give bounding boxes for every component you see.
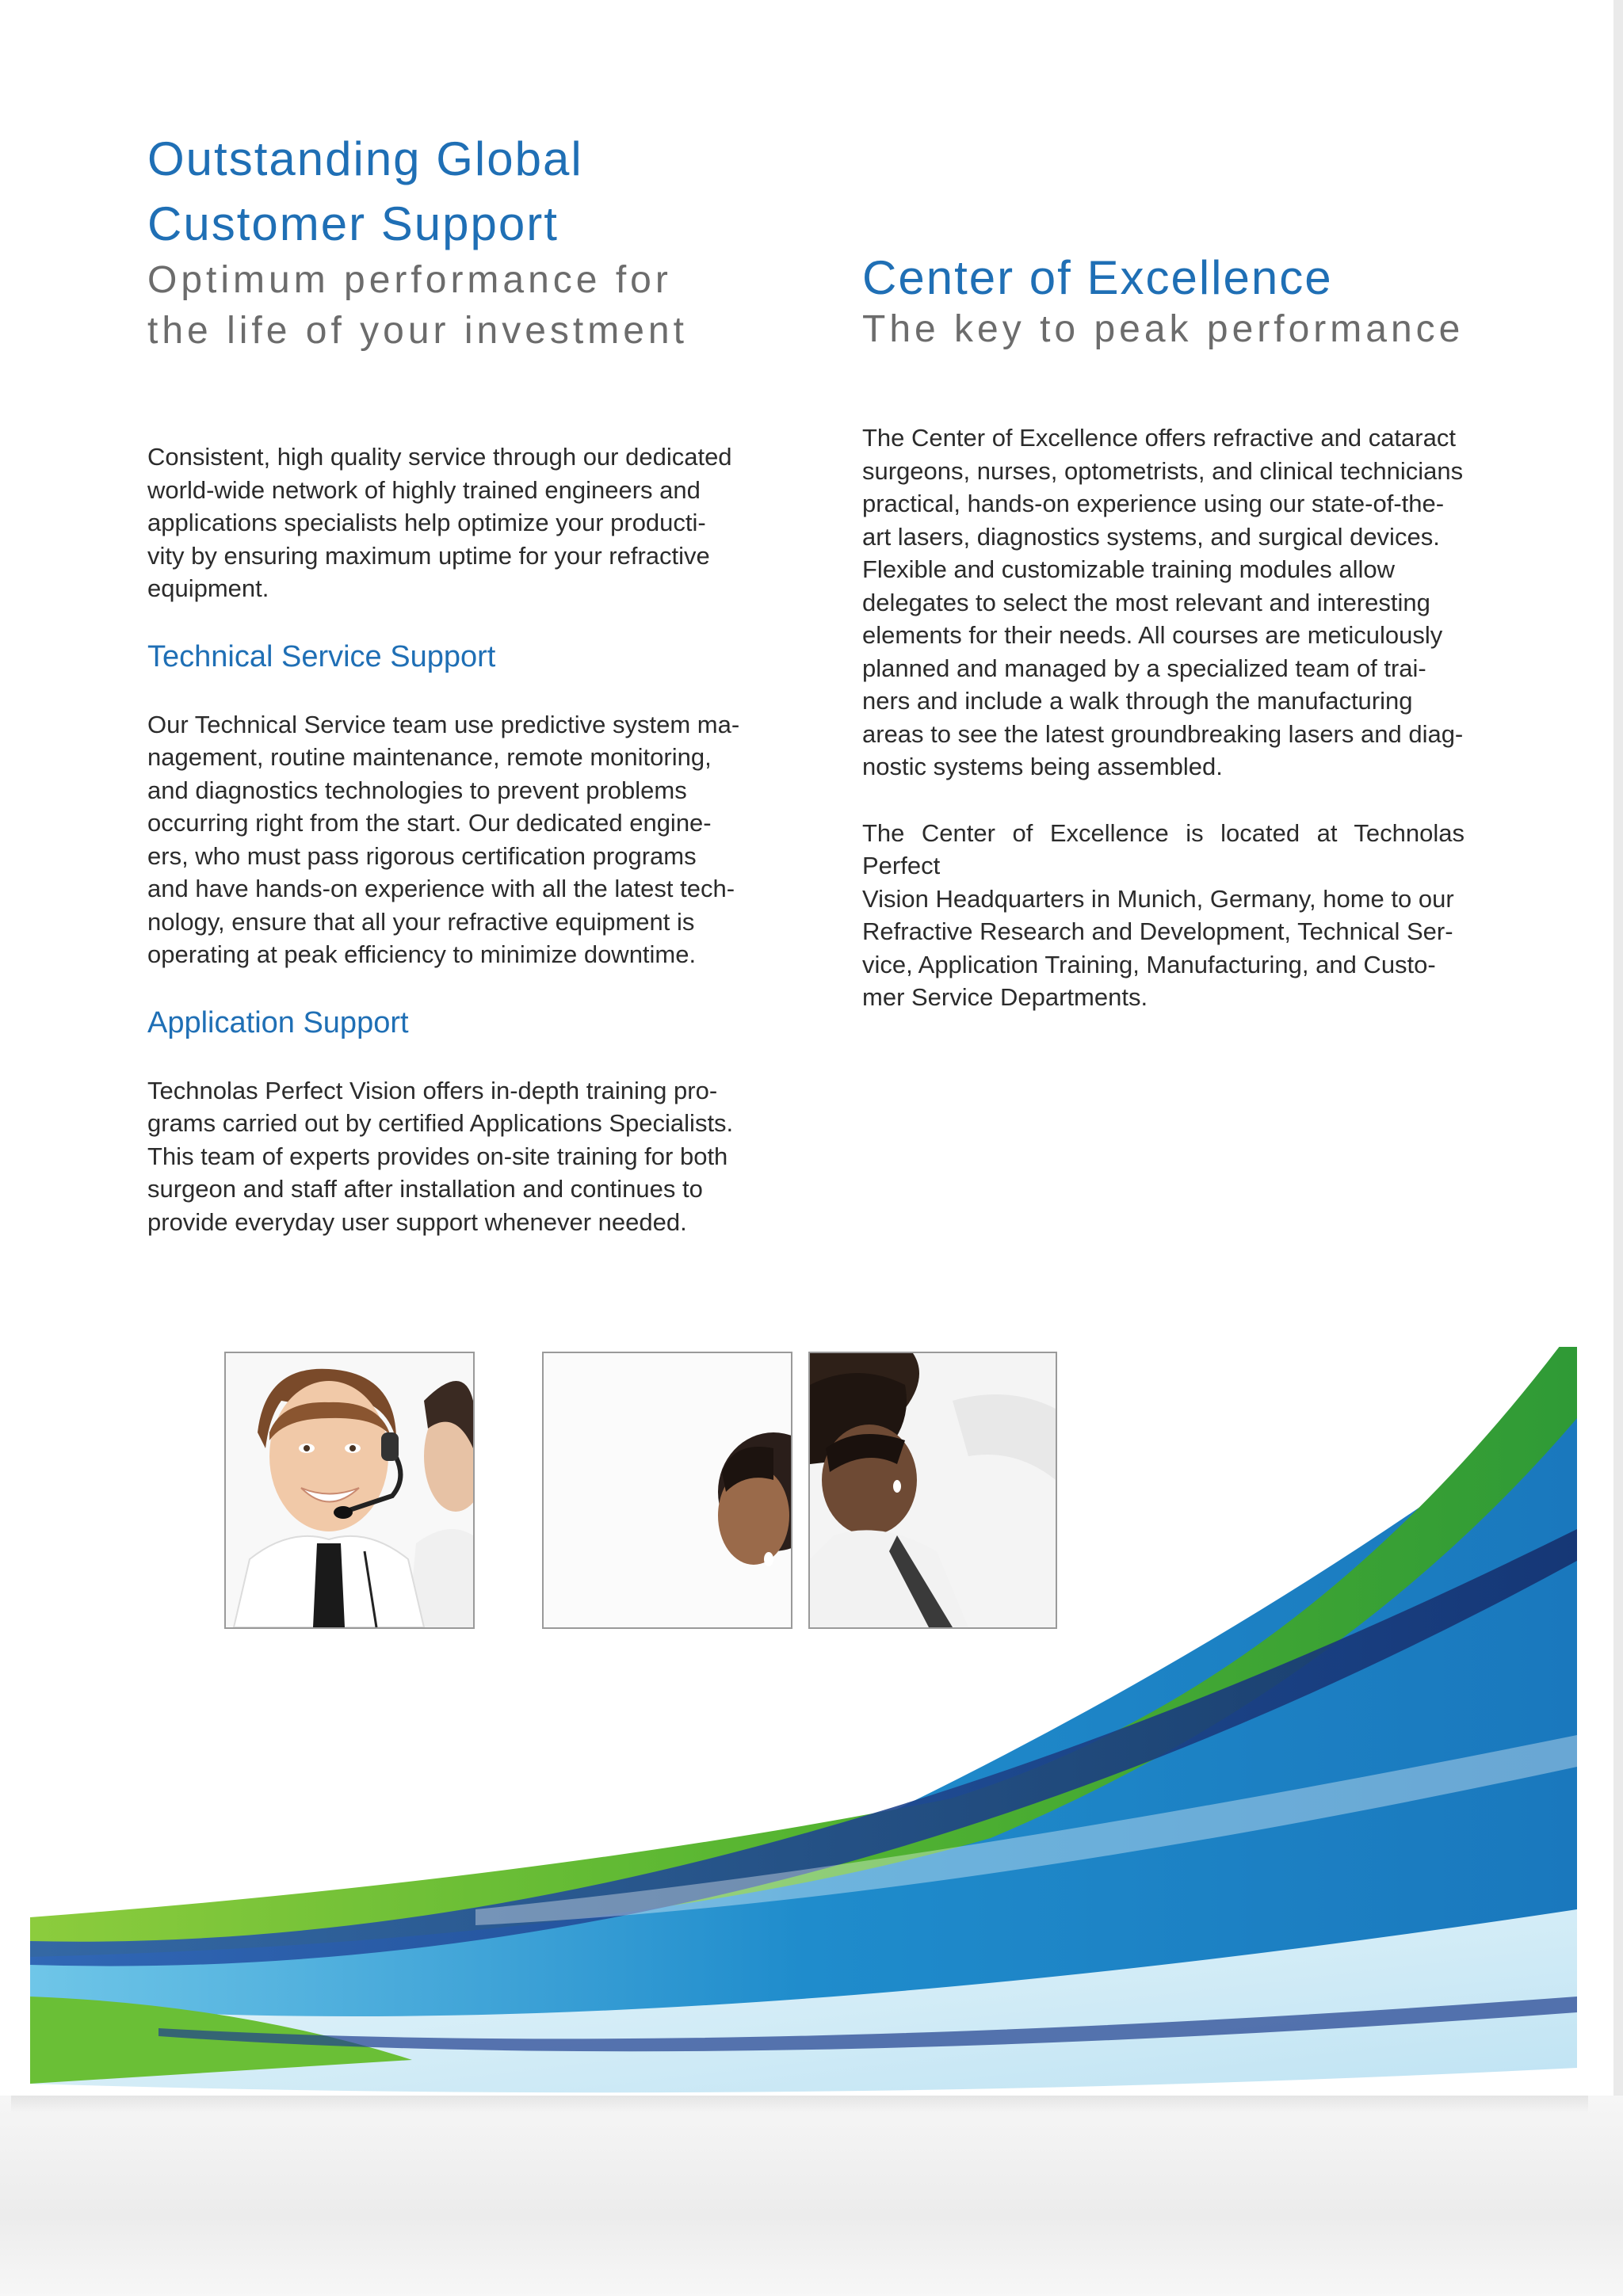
tech-line: nagement, routine maintenance, remote monitoring,: [147, 743, 712, 771]
app-line: surgeon and staff after installation and continues to: [147, 1175, 703, 1203]
center-line: The Center of Excellence is located at Technolas Perfect: [862, 818, 1465, 879]
technical-service-paragraph: [147, 708, 750, 971]
intro-paragraph: [147, 441, 750, 605]
subtitle-line-2: the life of your investment: [147, 310, 688, 352]
center-line: practical, hands-on experience using our state-of-the-: [862, 490, 1445, 517]
center-line: Flexible and customizable training modules allow: [862, 555, 1396, 583]
application-support-paragraph: [147, 1074, 750, 1239]
app-line: This team of experts provides on-site training for both: [147, 1142, 728, 1170]
center-paragraph-1: [862, 421, 1465, 784]
app-line: Technolas Perfect Vision offers in-depth training pro-: [147, 1076, 718, 1104]
tech-line: occurring right from the start. Our dedicated engine-: [147, 809, 712, 837]
intro-line: applications specialists help optimize your producti-: [147, 509, 706, 536]
center-line: The Center of Excellence offers refractive and cataract: [862, 424, 1456, 452]
center-line: ners and include a walk through the manufacturing: [862, 687, 1413, 715]
intro-line: world-wide network of highly trained engineers and: [147, 475, 701, 504]
intro-line: equipment.: [147, 574, 269, 602]
center-line: mer Service Departments.: [862, 983, 1148, 1011]
scan-bottom-margin: [0, 2096, 1623, 2296]
center-line: planned and managed by a specialized team of trai-: [862, 654, 1426, 682]
center-line: nostic systems being assembled.: [862, 753, 1223, 780]
title-line-1: Outstanding Global: [147, 132, 583, 185]
tech-line: and have hands-on experience with all the latest tech-: [147, 875, 735, 902]
center-of-excellence-title: Center of Excellence: [862, 251, 1333, 304]
tech-line: operating at peak efficiency to minimize downtime.: [147, 940, 697, 968]
center-of-excellence-subtitle: The key to peak performance: [862, 308, 1465, 350]
tech-line: Our Technical Service team use predictive system ma-: [147, 710, 740, 738]
application-support-heading: Application Support: [147, 1005, 409, 1039]
center-line: vice, Application Training, Manufacturing, and Custo-: [862, 950, 1436, 978]
center-line: elements for their needs. All courses are meticulously: [862, 621, 1443, 649]
center-line: art lasers, diagnostics systems, and surgical devices.: [862, 522, 1440, 551]
decorative-swoosh: [0, 1347, 1623, 2107]
tech-line: nology, ensure that all your refractive equipment is: [147, 907, 695, 936]
center-line: areas to see the latest groundbreaking lasers and diag-: [862, 719, 1464, 748]
title-line-2: Customer Support: [147, 197, 559, 250]
scan-shadow: [11, 2096, 1588, 2113]
subtitle-line-1: Optimum performance for: [147, 259, 672, 301]
app-line: provide everyday user support whenever needed.: [147, 1207, 687, 1236]
intro-line: Consistent, high quality service through our dedicated: [147, 443, 732, 471]
tech-line: ers, who must pass rigorous certification programs: [147, 841, 697, 870]
customer-support-subtitle: [147, 255, 750, 357]
center-line: Refractive Research and Development, Technical Ser-: [862, 917, 1453, 945]
app-line: grams carried out by certified Applications Specialists.: [147, 1109, 734, 1137]
tech-line: and diagnostics technologies to prevent problems: [147, 776, 687, 804]
center-paragraph-2: [862, 817, 1465, 1014]
intro-line: vity by ensuring maximum uptime for your refractive: [147, 541, 710, 570]
customer-support-title: [147, 127, 750, 257]
center-line: surgeons, nurses, optometrists, and clinical technicians: [862, 456, 1464, 485]
center-line: delegates to select the most relevant and interesting: [862, 588, 1430, 616]
right-column: [862, 246, 1465, 1014]
center-line: Vision Headquarters in Munich, Germany, home to our: [862, 884, 1454, 913]
technical-service-heading: Technical Service Support: [147, 639, 496, 673]
left-column: [147, 127, 750, 1238]
